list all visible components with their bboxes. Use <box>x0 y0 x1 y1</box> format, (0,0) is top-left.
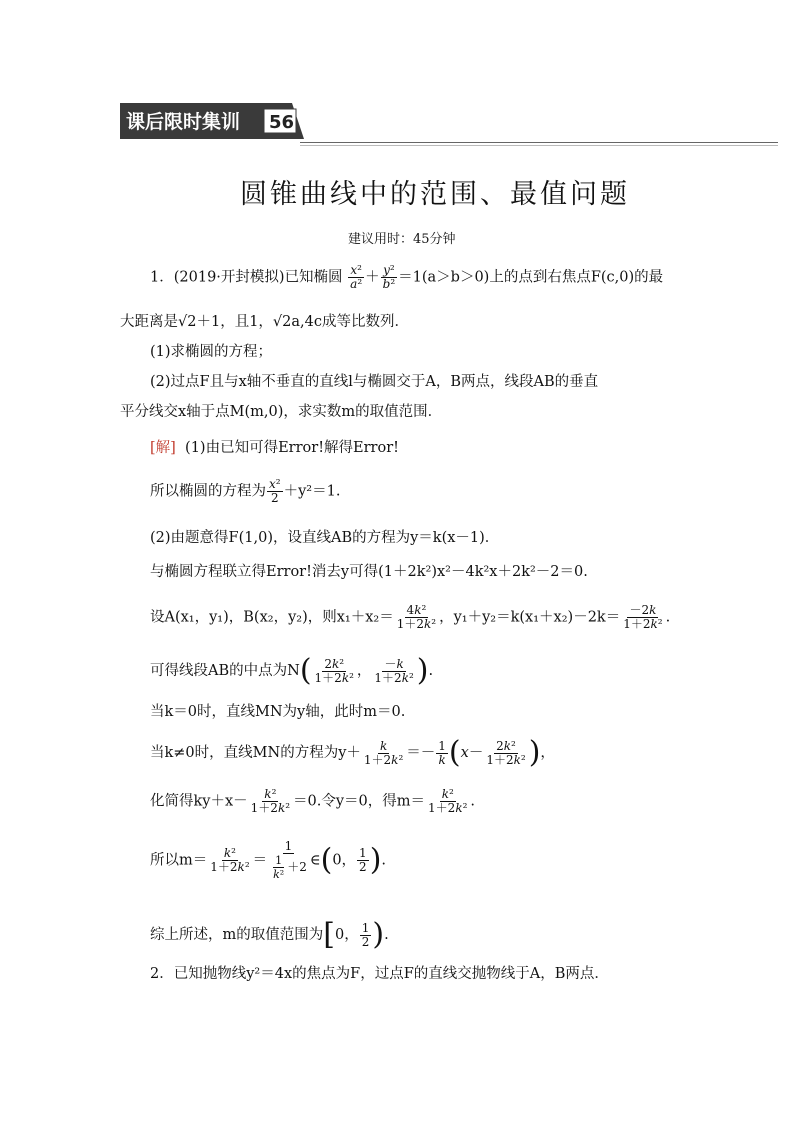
problem1-number: 1． <box>150 269 174 286</box>
solution-step6: 可得线段AB的中点为N( $\frac{\text{2k²}}{\text{1＋2k²}}$ ， $\frac{-k}{\text{1＋2k²}}$ ). <box>150 653 434 688</box>
sum-x-fraction: $\frac{\text{4k²}}{\text{1＋2k²}}$ <box>396 603 437 631</box>
solution-step5-b: ，y₁＋y₂＝k(x₁＋x₂)－2k＝ <box>439 609 621 626</box>
solution-step6-text: 可得线段AB的中点为N <box>150 663 300 679</box>
solution-step2-a: 所以椭圆的方程为 <box>150 483 266 500</box>
problem1-source: (2019·开封模拟) <box>173 269 285 286</box>
solution-step7: 当k＝0时，直线MN为y轴，此时m＝0. <box>150 704 406 720</box>
solution-step1-text: (1)由已知可得Error!解得Error! <box>185 440 399 456</box>
problem1-stem: 1．(2019·开封模拟)已知椭圆 $\frac{\text{x²}}{\text{a²}}$ ＋ $\frac{\text{y²}}{\text{b²}}$ ＝1(a＞b＞0)上的点到右焦点F(c,0)的最 <box>150 263 664 291</box>
midpoint-x: $\frac{\text{2k²}}{\text{1＋2k²}}$ <box>314 656 354 685</box>
solution-step8: 当k≠0时，直线MN的方程为y＋ $\frac{k}{\text{1＋2k²}}$ ＝－ $\frac{1}{k}$ (x－ $\frac{\text{2k²}}{\text{1＋2k²}}$ )， <box>150 735 555 770</box>
badge-label: 课后限时集训 <box>126 111 241 133</box>
simplify-fraction: $\frac{\text{k²}}{\text{1＋2k²}}$ <box>250 787 291 815</box>
mn-fraction-3: $\frac{\text{2k²}}{\text{1＋2k²}}$ <box>486 738 526 767</box>
sum-y-fraction: $\frac{-2k}{\text{1＋2k²}}$ <box>623 603 663 631</box>
solution-step3: (2)由题意得F(1,0)，设直线AB的方程为y＝k(x－1)． <box>150 530 500 546</box>
problem1-stem-a: 已知椭圆 <box>284 269 343 286</box>
header-rule <box>300 142 778 143</box>
solution-step1 <box>150 438 399 458</box>
range-half-fraction: $\frac{1}{2}$ <box>361 920 370 949</box>
page-title: 圆锥曲线中的范围、最值问题 <box>240 179 630 210</box>
solution-label: [解] <box>150 440 176 456</box>
solution-step11-text: 综上所述，m的取值范围为 <box>150 927 324 943</box>
ellipse-result-fraction: $\frac{\text{x²}}{2}$ <box>269 477 281 505</box>
ellipse-fraction-y: $\frac{\text{y²}}{\text{b²}}$ <box>382 263 396 291</box>
solution-step4: 与椭圆方程联立得Error!消去y可得(1＋2k²)x²－4k²x＋2k²－2＝0. <box>150 564 588 580</box>
solution-step5-a: 设A(x₁，y₁)，B(x₂，y₂)，则x₁＋x₂＝ <box>150 609 394 626</box>
solution-step2-b: ＋y²＝1. <box>283 483 341 500</box>
m-fraction: $\frac{\text{k²}}{\text{1＋2k²}}$ <box>428 787 468 815</box>
half-fraction: $\frac{1}{2}$ <box>359 846 367 874</box>
solution-step11: 综上所述，m的取值范围为[0， $\frac{1}{2}$ ). <box>150 917 389 952</box>
solution-step10: 所以m＝ $\frac{\text{k²}}{\text{1＋2k²}}$ ＝ 1 $\frac{1}{\text{k²}}$ ＋2 ∈(0， $\frac{1}{2}$ ). <box>150 839 387 881</box>
problem1-part2-line1: (2)过点F且与x轴不垂直的直线l与椭圆交于A，B两点，线段AB的垂直 <box>150 374 599 390</box>
m-complex-fraction: 1 $\frac{1}{\text{k²}}$ ＋2 <box>273 839 307 881</box>
section-badge <box>120 103 304 139</box>
problem2-text: 2．已知抛物线y²＝4x的焦点为F，过点F的直线交抛物线于A，B两点． <box>150 966 609 982</box>
solution-step9: 化简得ky＋x－ $\frac{\text{k²}}{\text{1＋2k²}}$ ＝0.令y＝0，得m＝ $\frac{\text{k²}}{\text{1＋2k²}}$ . <box>150 787 476 815</box>
badge-number: 56 <box>269 112 295 133</box>
solution-step9-b: ＝0.令y＝0，得m＝ <box>293 793 426 810</box>
header-rule-secondary <box>300 145 778 146</box>
mn-fraction-2: $\frac{1}{k}$ <box>438 738 446 767</box>
solution-step10-text: 所以m＝ <box>150 852 208 869</box>
solution-step5: 设A(x₁，y₁)，B(x₂，y₂)，则x₁＋x₂＝ $\frac{\text{4k²}}{\text{1＋2k²}}$ ，y₁＋y₂＝k(x₁＋x₂)－2k＝ $\frac{-2k}{\text{1＋2k²}}$ . <box>150 603 671 631</box>
problem1-stem-b: ＝1(a＞b＞0)上的点到右焦点F(c,0)的最 <box>398 269 664 286</box>
m-fraction-2: $\frac{\text{k²}}{\text{1＋2k²}}$ <box>210 846 250 874</box>
suggested-time: 建议用时：45分钟 <box>348 232 456 247</box>
midpoint-y: $\frac{-k}{\text{1＋2k²}}$ <box>374 656 414 685</box>
solution-step9-a: 化简得ky＋x－ <box>150 793 248 810</box>
solution-step8-text: 当k≠0时，直线MN的方程为y＋ <box>150 745 361 761</box>
solution-step2 <box>150 478 340 505</box>
mn-fraction-1: $\frac{k}{\text{1＋2k²}}$ <box>363 738 404 767</box>
problem1-part2-line2: 平分线交x轴于点M(m,0)，求实数m的取值范围． <box>120 404 443 420</box>
problem1-part1: (1)求椭圆的方程； <box>150 344 273 360</box>
ellipse-fraction-x: $\frac{\text{x²}}{\text{a²}}$ <box>350 263 363 291</box>
problem1-line2: 大距离是√2＋1，且1，√2a,4c成等比数列． <box>120 314 409 330</box>
